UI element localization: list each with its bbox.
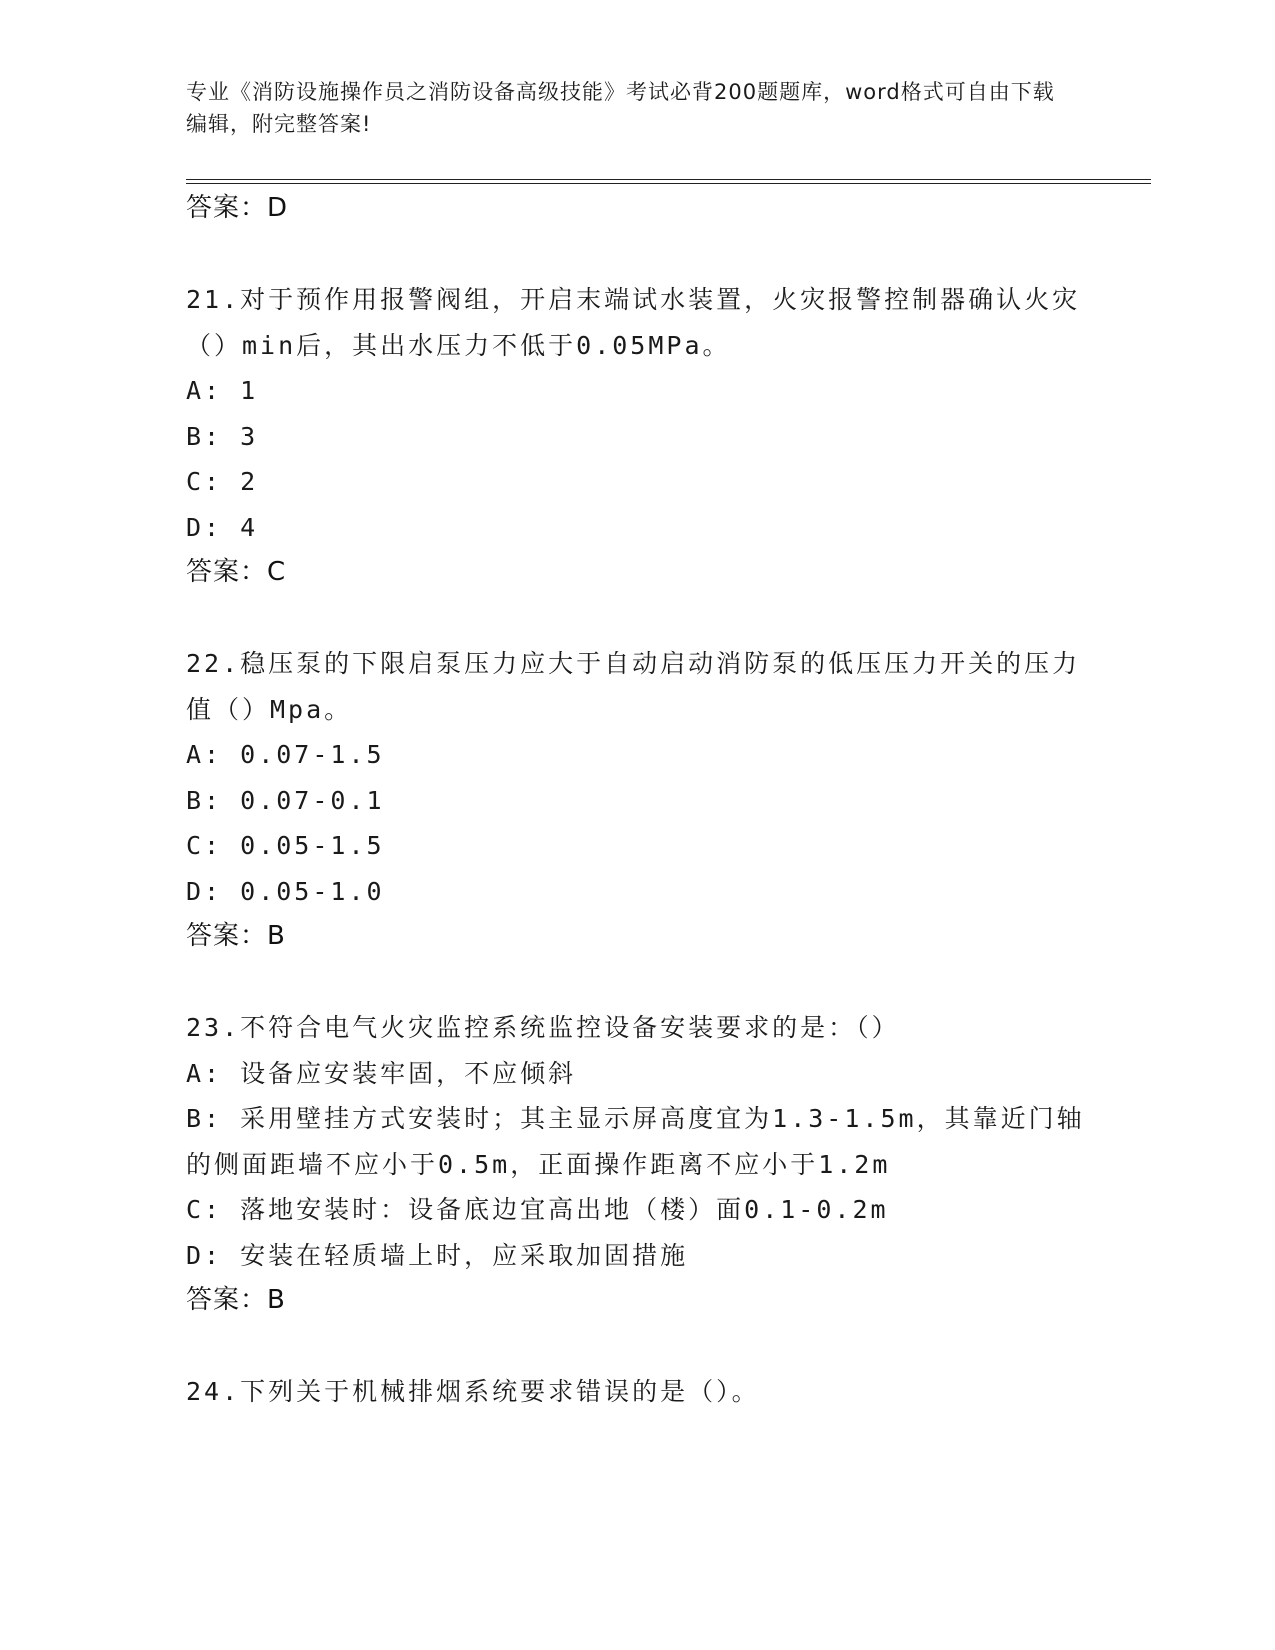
question-21 bbox=[186, 277, 1106, 595]
question-24 bbox=[186, 1369, 1106, 1415]
answer-line: 答案：B bbox=[186, 1285, 286, 1315]
question-22 bbox=[186, 641, 1106, 959]
option-b: B: 采用壁挂方式安装时；其主显示屏高度宜为1.3-1.5m，其靠近门轴的侧面距墙不应小于0.5m，正面操作距离不应小于1.2m bbox=[186, 1104, 1085, 1179]
option-c: C: 落地安装时：设备底边宜高出地（楼）面0.1-0.2m bbox=[186, 1195, 889, 1224]
option-c: C: 0.05-1.5 bbox=[186, 831, 385, 860]
option-d: D: 4 bbox=[186, 512, 259, 542]
option-a: A: 1 bbox=[186, 376, 259, 405]
question-text: 24.下列关于机械排烟系统要求错误的是（）。 bbox=[186, 1377, 760, 1406]
option-a: A: 0.07-1.5 bbox=[186, 740, 385, 769]
question-23 bbox=[186, 1005, 1106, 1323]
header-divider bbox=[186, 183, 1151, 184]
option-c: C: 2 bbox=[186, 467, 259, 496]
page-header: 专业《消防设施操作员之消防设备高级技能》考试必背200题题库，word格式可自由下载编辑，附完整答案! bbox=[186, 80, 1055, 136]
question-text: 21.对于预作用报警阀组，开启末端试水装置，火灾报警控制器确认火灾（）min后，其出水压力不低于0.05MPa。 bbox=[186, 285, 1081, 360]
option-b: B: 0.07-0.1 bbox=[186, 785, 385, 815]
question-text: 22.稳压泵的下限启泵压力应大于自动启动消防泵的低压压力开关的压力值（）Mpa。 bbox=[186, 649, 1081, 724]
question-list bbox=[186, 186, 1106, 1415]
option-d: D: 安装在轻质墙上时，应采取加固措施 bbox=[186, 1240, 689, 1270]
option-b: B: 3 bbox=[186, 421, 259, 451]
option-d: D: 0.05-1.0 bbox=[186, 876, 385, 906]
answer-line: 答案：C bbox=[186, 557, 287, 587]
question-text: 23.不符合电气火灾监控系统监控设备安装要求的是：（） bbox=[186, 1013, 900, 1042]
answer-line: 答案：B bbox=[186, 921, 286, 951]
header-divider bbox=[186, 179, 1151, 180]
option-a: A: 设备应安装牢固，不应倾斜 bbox=[186, 1058, 577, 1088]
answer-line: 答案：D bbox=[186, 193, 289, 223]
